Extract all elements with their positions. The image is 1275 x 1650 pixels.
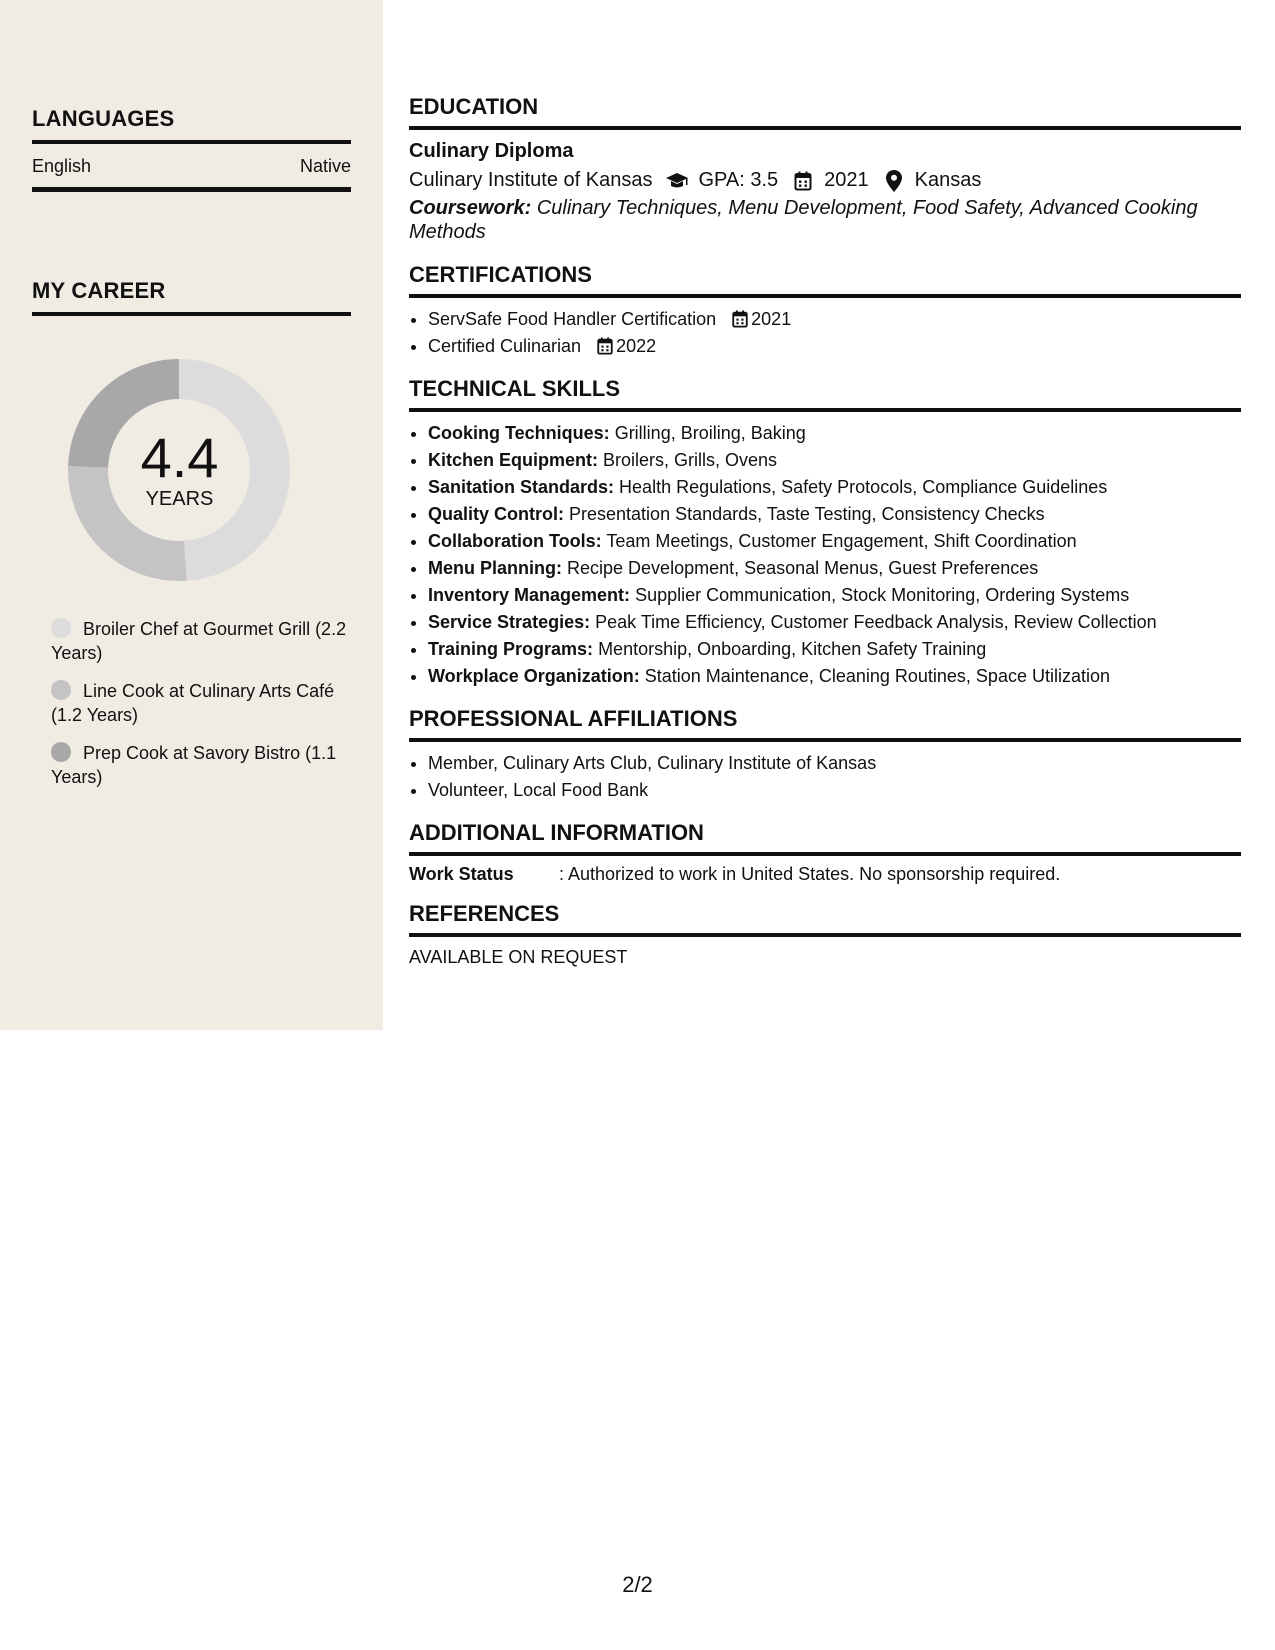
skill-label: Service Strategies: — [428, 612, 591, 632]
skill-item — [428, 420, 1241, 447]
references-text: AVAILABLE ON REQUEST — [409, 947, 628, 967]
language-name: English — [32, 156, 92, 176]
legend-dot-icon — [51, 742, 71, 762]
education-school: Culinary Institute of Kansas — [409, 169, 653, 191]
skill-item — [428, 582, 1241, 609]
skill-value: Mentorship, Onboarding, Kitchen Safety Training — [598, 639, 987, 659]
certification-name: ServSafe Food Handler Certification — [428, 309, 717, 329]
career-legend-item — [51, 741, 351, 789]
languages-section — [32, 106, 351, 192]
skill-item — [428, 663, 1241, 690]
affiliation-item: • Volunteer, Local Food Bank — [428, 777, 1241, 804]
career-legend-item — [51, 679, 351, 727]
skill-item — [428, 447, 1241, 474]
skill-value: Supplier Communication, Stock Monitoring, Ordering Systems — [635, 585, 1130, 605]
career-legend-label: Broiler Chef at Gourmet Grill (2.2 Years) — [51, 619, 347, 663]
work-status-value: : Authorized to work in United States. No sponsorship required. — [559, 864, 1061, 884]
career-donut-chart — [32, 352, 351, 592]
skill-value: Grilling, Broiling, Baking — [614, 423, 806, 443]
technical-skills-title: TECHNICAL SKILLS — [409, 376, 1241, 412]
references-section — [409, 901, 1241, 968]
language-level: Native — [299, 156, 351, 176]
sidebar — [0, 0, 383, 1030]
skill-label: Sanitation Standards: — [428, 477, 615, 497]
additional-info-title: ADDITIONAL INFORMATION — [409, 820, 1241, 856]
career-legend-label: Line Cook at Culinary Arts Café (1.2 Years) — [51, 681, 335, 725]
languages-title: LANGUAGES — [32, 106, 351, 144]
page-number: 2/2 — [622, 1572, 653, 1597]
career-legend-label: Prep Cook at Savory Bistro (1.1 Years) — [51, 743, 337, 787]
career-title: MY CAREER — [32, 278, 351, 316]
location-pin-icon — [881, 170, 907, 192]
skill-value: Station Maintenance, Cleaning Routines, Space Utilization — [644, 666, 1110, 686]
career-total-value: 4.4 — [140, 426, 219, 489]
certification-year: 2022 — [616, 336, 657, 356]
skill-label: Training Programs: — [428, 639, 594, 659]
skill-value: Recipe Development, Seasonal Menus, Guest Preferences — [567, 558, 1039, 578]
legend-dot-icon — [51, 680, 71, 700]
work-status-row — [409, 864, 1241, 885]
legend-dot-icon — [51, 618, 71, 638]
skill-item — [428, 609, 1241, 636]
additional-info-section — [409, 820, 1241, 885]
education-degree: Culinary Diploma — [409, 140, 574, 162]
certification-item — [428, 333, 1241, 360]
coursework-label: Coursework: — [409, 197, 532, 219]
career-total-unit: YEARS — [145, 488, 214, 510]
skill-label: Collaboration Tools: — [428, 531, 602, 551]
skill-item — [428, 636, 1241, 663]
certifications-section — [409, 262, 1241, 360]
language-row — [32, 144, 351, 192]
career-section — [32, 278, 351, 316]
skill-item — [428, 528, 1241, 555]
affiliation-item: • Member, Culinary Arts Club, Culinary Institute of Kansas — [428, 750, 1241, 777]
certifications-list — [409, 306, 1241, 360]
certification-item — [428, 306, 1241, 333]
calendar-icon — [596, 337, 614, 355]
education-location: Kansas — [914, 169, 982, 191]
certifications-title: CERTIFICATIONS — [409, 262, 1241, 298]
skill-item — [428, 555, 1241, 582]
education-section — [409, 94, 1241, 244]
education-title: EDUCATION — [409, 94, 1241, 130]
affiliations-title: PROFESSIONAL AFFILIATIONS — [409, 706, 1241, 742]
certification-name: Certified Culinarian — [428, 336, 582, 356]
graduation-cap-icon — [664, 170, 690, 192]
calendar-icon — [731, 310, 749, 328]
skill-label: Kitchen Equipment: — [428, 450, 598, 470]
references-title: REFERENCES — [409, 901, 1241, 937]
skill-value: Broilers, Grills, Ovens — [603, 450, 778, 470]
skills-list — [409, 420, 1241, 690]
certification-year: 2021 — [751, 309, 792, 329]
donut-center — [32, 428, 327, 511]
skill-label: Cooking Techniques: — [428, 423, 610, 443]
coursework-text: Culinary Techniques, Menu Development, Food Safety, Advanced Cooking Methods — [409, 197, 1198, 243]
career-legend — [51, 617, 351, 803]
main-content — [409, 94, 1241, 980]
education-year: 2021 — [824, 169, 869, 191]
calendar-icon — [790, 170, 816, 192]
education-gpa: GPA: 3.5 — [698, 169, 779, 191]
skill-label: Menu Planning: — [428, 558, 562, 578]
education-coursework — [409, 196, 1241, 244]
skill-value: Presentation Standards, Taste Testing, Consistency Checks — [569, 504, 1045, 524]
skill-label: Inventory Management: — [428, 585, 631, 605]
skill-label: Workplace Organization: — [428, 666, 640, 686]
career-legend-item — [51, 617, 351, 665]
skill-item — [428, 474, 1241, 501]
skill-item — [428, 501, 1241, 528]
work-status-label: Work Status — [409, 864, 514, 884]
skill-value: Peak Time Efficiency, Customer Feedback Analysis, Review Collection — [595, 612, 1157, 632]
affiliations-section — [409, 706, 1241, 804]
education-details — [409, 169, 1241, 192]
skill-label: Quality Control: — [428, 504, 564, 524]
technical-skills-section — [409, 376, 1241, 690]
affiliations-list — [409, 750, 1241, 804]
skill-value: Team Meetings, Customer Engagement, Shift Coordination — [606, 531, 1077, 551]
skill-value: Health Regulations, Safety Protocols, Compliance Guidelines — [619, 477, 1108, 497]
